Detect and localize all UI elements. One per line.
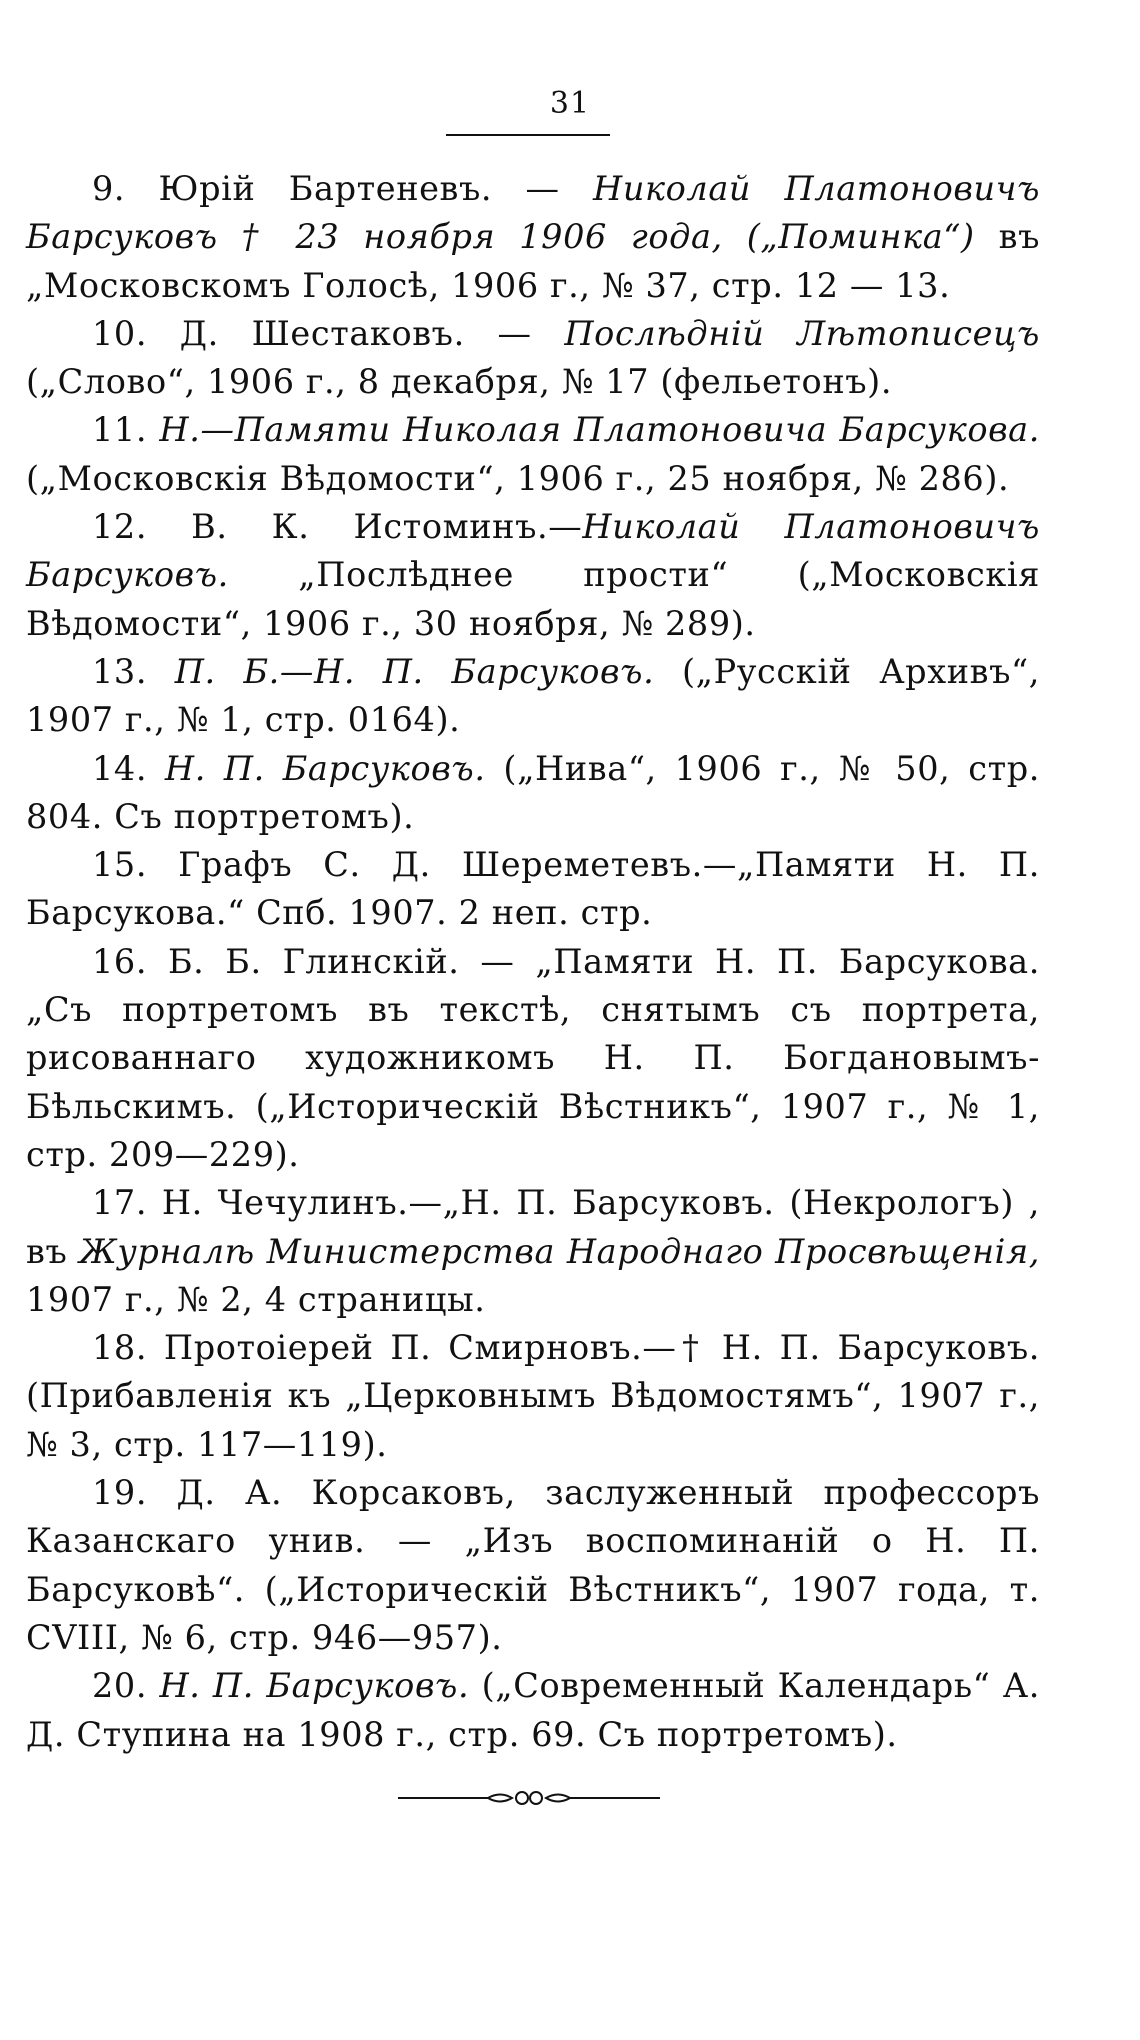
bibliography-entry bbox=[26, 406, 1040, 503]
bibliography-entry bbox=[26, 745, 1040, 842]
entry-title-italic: П. Б.—Н. П. Барсуковъ. bbox=[174, 651, 655, 691]
bibliography-entry bbox=[26, 1179, 1040, 1324]
entry-text: („Слово“, 1906 г., 8 декабря, № 17 (фельетонъ). bbox=[26, 362, 893, 402]
entry-text bbox=[147, 410, 159, 449]
entry-title-italic: Послѣдній Лѣтописецъ bbox=[564, 313, 1040, 353]
entry-text: Д. Шестаковъ. — bbox=[147, 313, 565, 353]
bibliography-entry bbox=[26, 165, 1040, 310]
entry-text: Б. Б. Глинскій. — „Памяти Н. П. Барсукова. „Съ портретомъ въ текстѣ, снятымъ съ портрета, рисованнаго художникомъ Н. П. Богдановымъ-Бѣльскимъ. („Историческій Вѣстникъ“, 1907 г., № 1, стр. 209—229). bbox=[26, 941, 1040, 1174]
entry-number: 9. bbox=[92, 169, 126, 208]
entry-title-italic: Журналѣ Министерства Народнаго Просвѣщенія, bbox=[79, 1231, 1040, 1271]
bibliography-entry bbox=[26, 1324, 1040, 1469]
entry-text: („Московскія Вѣдомости“, 1906 г., 25 ноября, № 286). bbox=[26, 458, 1010, 498]
entry-number: 15. bbox=[92, 845, 148, 885]
entry-text: Графъ С. Д. Шереметевъ.—„Памяти Н. П. Барсукова.“ Спб. 1907. 2 неп. стр. bbox=[26, 845, 1040, 933]
bibliography-entry bbox=[26, 310, 1040, 407]
entry-title-italic: Николай Платоновичъ Барсуковъ † 23 ноября 1906 года, („Поминка“) bbox=[26, 169, 1040, 257]
bibliography-entry bbox=[26, 938, 1040, 1179]
entry-number: 16. bbox=[92, 941, 148, 981]
entry-number: 20. bbox=[92, 1666, 148, 1706]
entry-text: 1907 г., № 2, 4 страницы. bbox=[26, 1279, 486, 1319]
entry-text bbox=[147, 652, 175, 691]
entry-text: („Русскій Архивъ“, 1907 г., № 1, стр. 0164). bbox=[26, 651, 1040, 740]
entry-number: 10. bbox=[92, 313, 148, 353]
bibliography-entry bbox=[26, 503, 1040, 648]
ornamental-divider-icon bbox=[398, 1786, 660, 1810]
entry-title-italic: Н. П. Барсуковъ. bbox=[164, 748, 486, 788]
entry-text: „Послѣднее прости“ („Московскія Вѣдомости“, 1906 г., 30 ноября, № 289). bbox=[26, 555, 1040, 643]
entry-title-italic: Николай Платоновичъ Барсуковъ. bbox=[26, 507, 1040, 595]
entry-number: 12. bbox=[92, 507, 148, 547]
page-number: 31 bbox=[549, 86, 591, 121]
entry-number: 11. bbox=[92, 410, 148, 450]
header-rule bbox=[446, 134, 610, 136]
entry-text: Юрій Бартеневъ. — bbox=[125, 169, 594, 208]
entry-text: („Нива“, 1906 г., № 50, стр. 804. Съ портретомъ). bbox=[26, 748, 1040, 836]
entry-text: Н. Чечулинъ.—„Н. П. Барсуковъ. (Некрологъ) , въ bbox=[26, 1183, 1040, 1271]
bibliography-entry bbox=[26, 648, 1040, 745]
entry-text: В. К. Истоминъ.— bbox=[147, 507, 583, 547]
entry-number: 17. bbox=[92, 1183, 148, 1223]
entry-text bbox=[147, 1666, 159, 1705]
bibliography-entry bbox=[26, 1662, 1040, 1759]
divider-leaf-left bbox=[488, 1795, 512, 1802]
entry-number: 18. bbox=[92, 1328, 148, 1368]
entry-text: Д. А. Корсаковъ, заслуженный профессоръ Казанскаго унив. — „Изъ воспоминаній о Н. П. Барсуковѣ“. („Историческій Вѣстникъ“, 1907 года, т. CVIII, № 6, стр. 946—957). bbox=[26, 1473, 1040, 1657]
divider-leaf-right bbox=[546, 1795, 570, 1802]
bibliography-entry bbox=[26, 841, 1040, 938]
bibliography-entry bbox=[26, 1469, 1040, 1662]
entry-text: („Современный Календарь“ А. Д. Ступина на 1908 г., стр. 69. Съ портретомъ). bbox=[26, 1666, 1041, 1754]
divider-ring-left bbox=[516, 1792, 528, 1804]
divider-ring-right bbox=[530, 1792, 542, 1804]
entry-title-italic: Н. П. Барсуковъ. bbox=[159, 1666, 470, 1706]
entry-title-italic: Н.—Памяти Николая Платоновича Барсукова. bbox=[159, 410, 1041, 450]
entry-text bbox=[147, 749, 165, 788]
entry-number: 14. bbox=[92, 748, 148, 788]
entry-text: Протоіерей П. Смирновъ.—† Н. П. Барсуковъ. (Прибавленія къ „Церковнымъ Вѣдомостямъ“, 1907 г., № 3, стр. 117—119). bbox=[26, 1328, 1040, 1464]
entry-number: 13. bbox=[92, 651, 148, 691]
entry-text: въ „Московскомъ Голосѣ, 1906 г., № 37, стр. 12 — 13. bbox=[26, 217, 1040, 305]
entry-number: 19. bbox=[92, 1473, 148, 1513]
bibliography-list bbox=[26, 165, 1040, 1759]
